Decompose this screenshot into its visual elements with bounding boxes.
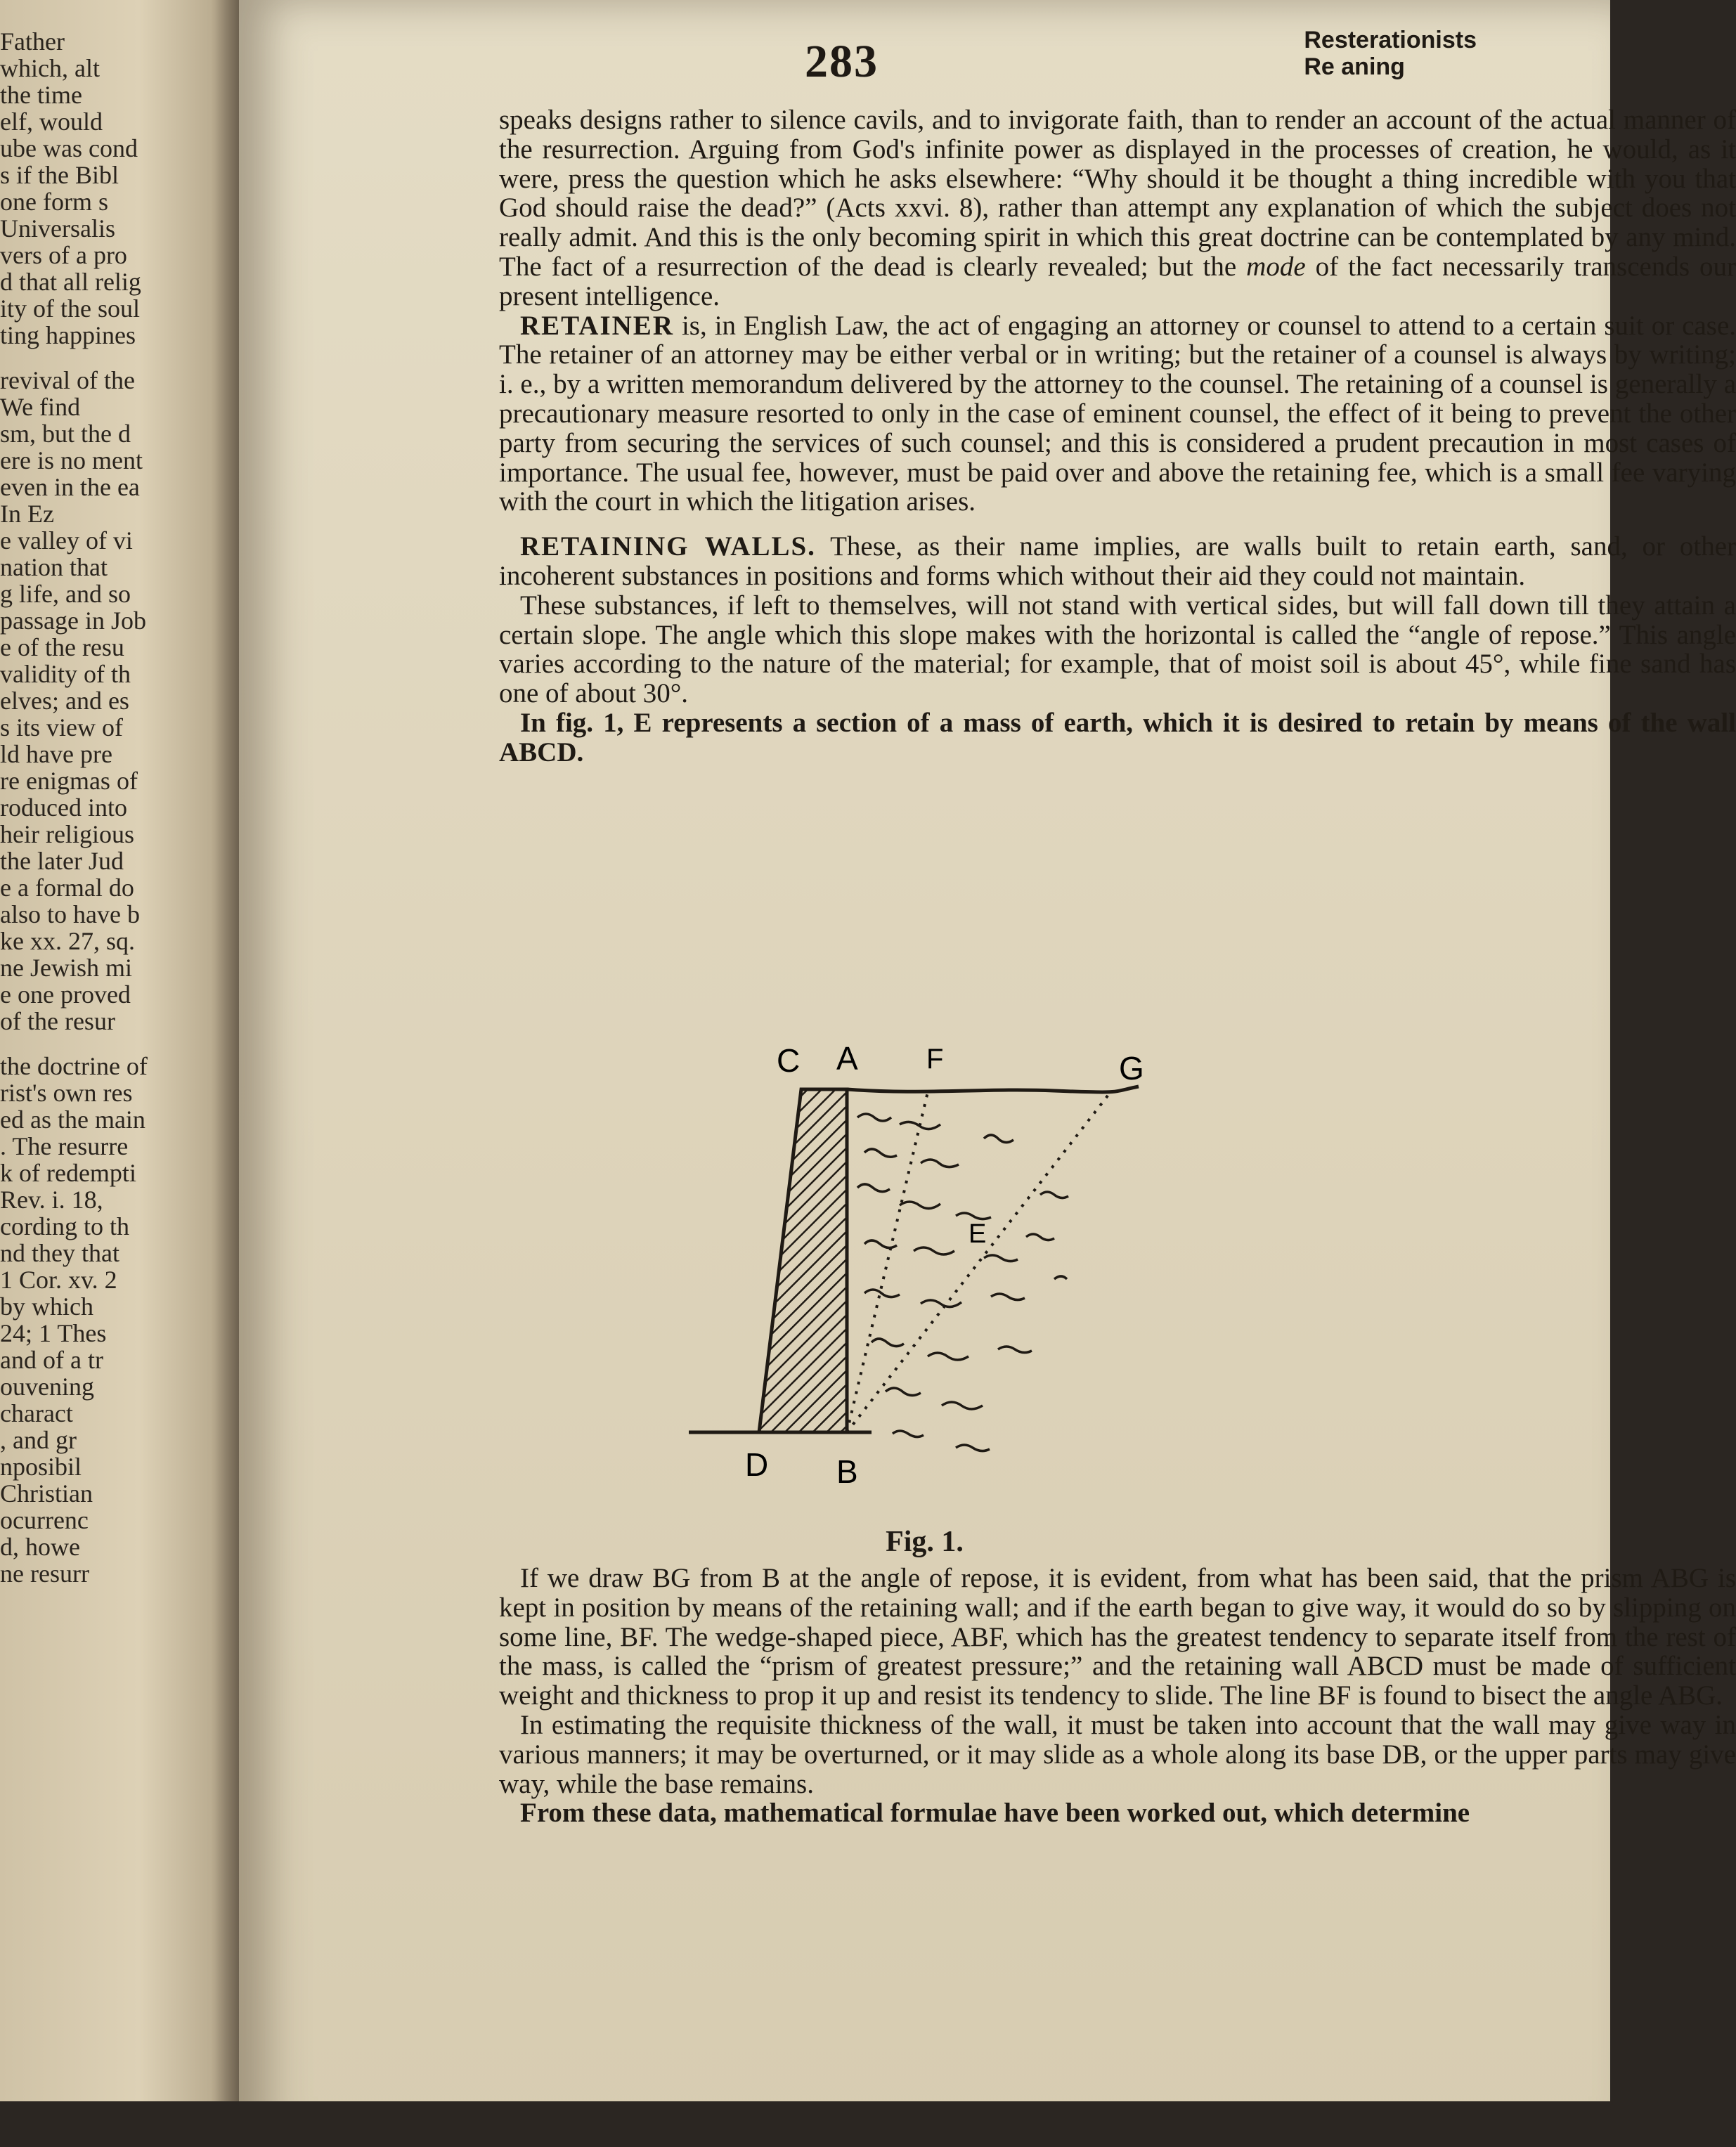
left-page-line: roduced into <box>0 793 127 822</box>
left-page-line: sm, but the d <box>0 420 131 448</box>
label-c-wall: C <box>777 1042 801 1079</box>
label-d: D <box>745 1446 769 1483</box>
left-page-line: re enigmas of <box>0 767 138 795</box>
label-g: G <box>1119 1050 1144 1087</box>
left-page-line: d that all relig <box>0 268 141 296</box>
left-page-line: rist's own res <box>0 1079 133 1107</box>
left-page-line: nation that <box>0 553 108 581</box>
page-number: 283 <box>805 36 879 87</box>
left-page-line: ne resurr <box>0 1559 89 1588</box>
guide-word-last: Re aning <box>1304 53 1405 80</box>
emphasis-mode: mode <box>1246 251 1306 282</box>
left-page-line: the time <box>0 81 82 109</box>
left-page-line: e of the resu <box>0 633 124 661</box>
book-bottom-edge <box>0 2101 1610 2147</box>
left-page-line: heir religious <box>0 820 134 848</box>
paragraph-formulae: From these data, mathematical formulae have been worked out, which determine <box>520 1798 1470 1829</box>
headword-retaining-walls: RETAINING WALLS. <box>520 531 816 562</box>
left-page-line: ere is no ment <box>0 446 143 474</box>
left-page-line: d, howe <box>0 1533 80 1561</box>
upper-text-block <box>499 105 1736 767</box>
left-page-line: vers of a pro <box>0 241 127 269</box>
left-page-line: k of redempti <box>0 1159 136 1187</box>
left-page-line: g life, and so <box>0 580 131 608</box>
left-page-line: charact <box>0 1399 73 1427</box>
left-page-text <box>0 28 232 1587</box>
left-page-line: ne Jewish mi <box>0 954 132 982</box>
left-page-line: one form s <box>0 188 108 216</box>
wall-abcd <box>759 1089 847 1432</box>
left-page-line: and of a tr <box>0 1346 103 1374</box>
left-page-line: nd they that <box>0 1239 119 1267</box>
label-e: E <box>969 1219 987 1249</box>
left-page-line: 1 Cor. xv. 2 <box>0 1266 117 1294</box>
entry-retaining-walls: RETAINING WALLS. These, as their name implies, are walls built to retain earth, sand, or other incoherent substances in positions and forms which without their aid they could not maintain. <box>499 531 1736 591</box>
line-bg <box>847 1092 1110 1432</box>
paragraph-fig-intro: In fig. 1, E represents a section of a mass of earth, which it is desired to retain by means of the wall ABCD. <box>499 707 1736 767</box>
left-page-line: e one proved <box>0 980 131 1008</box>
label-a: A <box>836 1040 858 1077</box>
left-page-line: ting happines <box>0 321 136 349</box>
left-page-line: ouvening <box>0 1373 94 1401</box>
left-page-line: 24; 1 Thes <box>0 1319 107 1347</box>
lower-text-block <box>499 1564 1736 1828</box>
left-page-line: elf, would <box>0 108 103 136</box>
left-page-line: ube was cond <box>0 134 138 162</box>
left-page-line: In Ez <box>0 500 54 528</box>
left-page-line: of the resur <box>0 1007 115 1035</box>
left-page-line: s its view of <box>0 713 123 741</box>
left-page-line: elves; and es <box>0 687 129 715</box>
left-page-line: also to have b <box>0 900 140 928</box>
left-page-line: passage in Job <box>0 607 146 635</box>
guide-words <box>1304 27 1477 80</box>
figure-caption: Fig. 1. <box>886 1526 964 1558</box>
left-page-line: ke xx. 27, sq. <box>0 927 135 955</box>
paragraph-prism: If we draw BG from B at the angle of repose, it is evident, from what has been said, that the prism ABG is kept in position by means of the retaining wall; and if the earth began to give way, it would do so by slipping on some line, BF. The wedge-shaped piece, ABF, which has the greatest tendency to separate itself from the rest of the mass, is called the “prism of greatest pressure;” and the retaining wall ABCD must be made of sufficient weight and thickness to prop it up and resist its tendency to slide. The line BF is found to bisect the angle ABG. <box>499 1563 1736 1711</box>
left-page-line: by which <box>0 1292 93 1321</box>
label-b: B <box>836 1453 858 1490</box>
left-page-line: nposibil <box>0 1453 82 1481</box>
left-page-line: e valley of vi <box>0 526 133 554</box>
left-page-line: ocurrenc <box>0 1506 89 1534</box>
left-page-line: even in the ea <box>0 473 140 501</box>
left-page-line: We find <box>0 393 81 421</box>
left-page-line: . The resurre <box>0 1132 129 1160</box>
left-page-line: revival of the <box>0 366 135 394</box>
paragraph-thickness: In estimating the requisite thickness of the wall, it must be taken into account that the wall may give way in various manners; it may be overturned, or it may slide as a whole along its base DB, or the upper parts may give way, while the base remains. <box>499 1709 1736 1799</box>
left-page-line: Christian <box>0 1479 93 1507</box>
left-page-line: e a formal do <box>0 874 134 902</box>
entry-retainer: RETAINER is, in English Law, the act of engaging an attorney or counsel to attend to a certain suit or case. The retainer of an attorney may be either verbal or in writing; but the retainer of a counsel is always by writing; i. e., by a written memorandum delivered by the attorney to the counsel. The retaining of a counsel is generally a precautionary measure resorted to only in the case of eminent counsel, the effect of it being to prevent the other party from securing the services of such counsel; and this is considered a prudent precaution in most cases of importance. The usual fee, however, must be paid over and above the retaining fee, which is a small fee varying with the court in which the litigation arises. <box>499 310 1736 517</box>
left-page-line: the doctrine of <box>0 1052 148 1080</box>
label-f: F <box>926 1044 944 1075</box>
left-page-line: cording to th <box>0 1212 129 1240</box>
retaining-wall-figure <box>689 1040 1406 1497</box>
earth-surface <box>847 1087 1139 1092</box>
left-page-line: the later Jud <box>0 847 124 875</box>
left-page-line: Rev. i. 18, <box>0 1186 103 1214</box>
left-page-line: s if the Bibl <box>0 161 119 189</box>
left-page-line: , and gr <box>0 1426 77 1454</box>
left-page-line: which, alt <box>0 54 100 82</box>
left-page-line: Universalis <box>0 214 115 242</box>
right-page <box>239 0 1736 2147</box>
left-page-line: ed as the main <box>0 1105 145 1134</box>
left-page-line: Father <box>0 27 65 56</box>
line-bf <box>847 1092 928 1432</box>
paragraph-angle-of-repose: These substances, if left to themselves, will not stand with vertical sides, but will fall down till they attain a certain slope. The angle which this slope makes with the horizontal is called the “angle of repose.” This angle varies according to the nature of the material; for example, that of moist soil is about 45°, while fine sand has one of about 30°. <box>499 590 1736 709</box>
headword-retainer: RETAINER <box>520 310 674 341</box>
left-page-line: validity of th <box>0 660 131 688</box>
paragraph-resurrection-end: speaks designs rather to silence cavils, and to invigorate faith, than to render an account of the actual manner of the resurrection. Arguing from God's infinite power as displayed in the processes of creation, he would, as it were, press the question which he asks elsewhere: “Why should it be thought a thing incredible with you that God should raise the dead?” (Acts xxvi. 8), rather than attempt any explanation of which the subject does not really admit. And this is the only becoming spirit in which this great doctrine can be contemplated by any mind. The fact of a resurrection of the dead is clearly revealed; but the mode of the fact necessarily transcends our present intelligence. <box>499 105 1736 311</box>
left-page-line: ld have pre <box>0 740 112 768</box>
left-page-line: ity of the soul <box>0 294 140 323</box>
guide-word-first: Resterationists <box>1304 27 1477 53</box>
